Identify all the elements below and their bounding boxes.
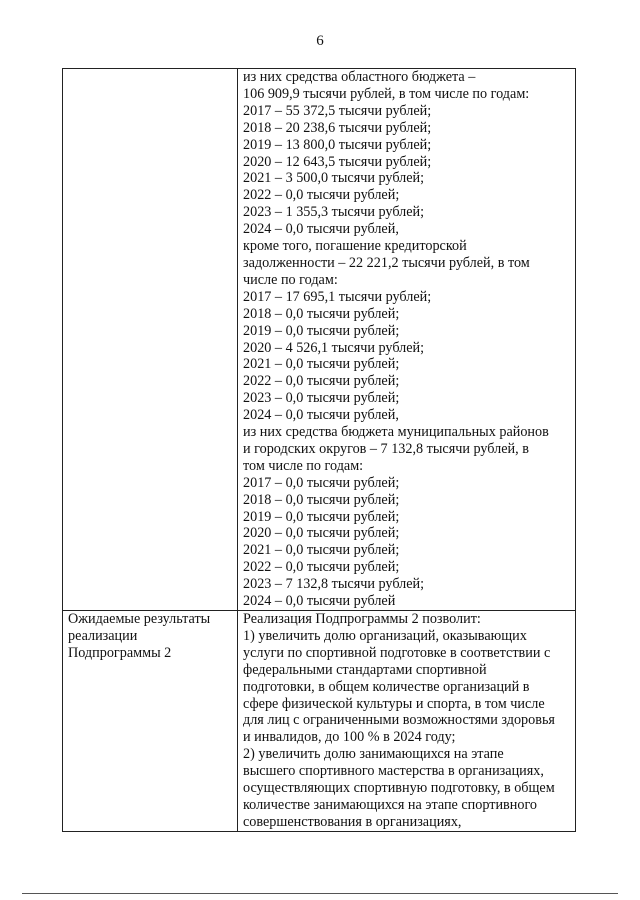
financing-text-line: 2023 – 0,0 тысячи рублей; <box>243 390 400 407</box>
financing-value-cell <box>238 69 576 611</box>
financing-text-line: 2018 – 0,0 тысячи рублей; <box>243 305 400 322</box>
results-text-line: сфере физической культуры и спорта, в том числе <box>243 695 545 712</box>
financing-label-cell <box>63 69 238 611</box>
results-text-line: федеральными стандартами спортивной <box>243 661 487 678</box>
financing-text-line: 2024 – 0,0 тысячи рублей <box>243 593 396 610</box>
results-text-line: Реализация Подпрограммы 2 позволит: <box>243 611 481 627</box>
financing-text-line: 2017 – 55 372,5 тысячи рублей; <box>243 102 432 119</box>
financing-text-line: 2024 – 0,0 тысячи рублей, <box>243 221 399 238</box>
financing-text-line: 2023 – 7 132,8 тысячи рублей; <box>243 576 425 593</box>
financing-row <box>63 69 576 611</box>
expected-results-value-cell <box>238 611 576 832</box>
financing-text-line: из них средства областного бюджета – <box>243 69 476 85</box>
financing-text-line: 2020 – 12 643,5 тысячи рублей; <box>243 153 432 170</box>
financing-text-line: 2024 – 0,0 тысячи рублей, <box>243 407 399 424</box>
financing-text-line: 106 909,9 тысячи рублей, в том числе по годам: <box>243 85 530 102</box>
results-text-line: услуги по спортивной подготовке в соответствии с <box>243 644 551 661</box>
financing-text-line: 2023 – 1 355,3 тысячи рублей; <box>243 204 425 221</box>
financing-text-line: 2021 – 0,0 тысячи рублей; <box>243 542 400 559</box>
financing-text-line: 2017 – 0,0 тысячи рублей; <box>243 474 400 491</box>
financing-text-line: 2022 – 0,0 тысячи рублей; <box>243 559 400 576</box>
financing-text-line: 2022 – 0,0 тысячи рублей; <box>243 373 400 390</box>
financing-text-line: числе по годам: <box>243 271 338 288</box>
results-text-line: подготовки, в общем количестве организаций в <box>243 678 530 695</box>
results-text-line: высшего спортивного мастерства в организациях, <box>243 763 544 780</box>
financing-text-line: 2019 – 13 800,0 тысячи рублей; <box>243 136 432 153</box>
financing-text-line: том числе по годам: <box>243 457 364 474</box>
financing-text-line: 2022 – 0,0 тысячи рублей; <box>243 187 400 204</box>
financing-text-line: и городских округов – 7 132,8 тысячи рублей, в <box>243 440 529 457</box>
page-number: 6 <box>316 33 324 49</box>
financing-text-line: 2017 – 17 695,1 тысячи рублей; <box>243 288 432 305</box>
expected-results-row <box>63 611 576 832</box>
results-label-line: Ожидаемые результаты <box>68 611 211 627</box>
financing-text-line: 2018 – 20 238,6 тысячи рублей; <box>243 119 432 136</box>
results-text-line: совершенствования в организациях, <box>243 813 462 830</box>
program-passport-table <box>62 68 576 832</box>
results-text-line: 1) увеличить долю организаций, оказывающих <box>243 627 527 644</box>
financing-text-line: из них средства бюджета муниципальных районов <box>243 424 549 441</box>
expected-results-label-cell <box>63 611 238 832</box>
financing-text-line: 2019 – 0,0 тысячи рублей; <box>243 508 400 525</box>
results-text-line: осуществляющих спортивную подготовку, в общем <box>243 780 555 797</box>
financing-text-line: 2021 – 0,0 тысячи рублей; <box>243 356 400 373</box>
financing-text-line: 2020 – 4 526,1 тысячи рублей; <box>243 339 425 356</box>
financing-text-line: 2018 – 0,0 тысячи рублей; <box>243 491 400 508</box>
results-label-line: Подпрограммы 2 <box>68 644 172 661</box>
results-text-line: количестве занимающихся на этапе спортивного <box>243 796 538 813</box>
page-bottom-rule <box>22 893 618 894</box>
financing-text-line: 2019 – 0,0 тысячи рублей; <box>243 322 400 339</box>
financing-text-line: 2020 – 0,0 тысячи рублей; <box>243 525 400 542</box>
financing-lines <box>243 69 572 610</box>
results-text-line: 2) увеличить долю занимающихся на этапе <box>243 746 504 763</box>
financing-text-line: кроме того, погашение кредиторской <box>243 238 467 255</box>
financing-text-line: задолженности – 22 221,2 тысячи рублей, в том <box>243 254 530 271</box>
financing-text-line: 2021 – 3 500,0 тысячи рублей; <box>243 170 425 187</box>
results-lines <box>243 611 572 831</box>
results-text-line: и инвалидов, до 100 % в 2024 году; <box>243 729 456 746</box>
results-label-line: реализации <box>68 627 138 644</box>
results-text-line: для лиц с ограниченными возможностями здоровья <box>243 712 555 729</box>
